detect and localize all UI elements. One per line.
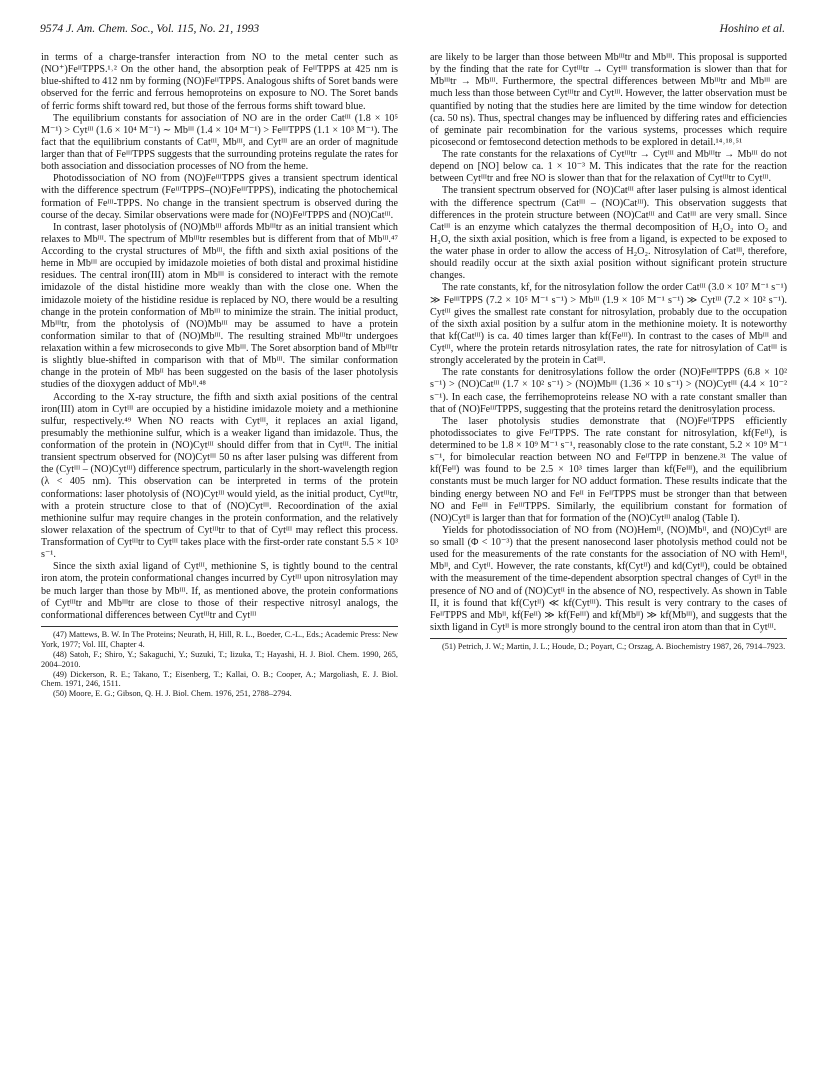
body-paragraph: The equilibrium constants for association of NO are in the order Catᴵᴵᴵ (1.8 × 10⁵ M⁻¹) > Cytᴵᴵᴵ (1.6 × 10⁴ M⁻¹) ∼ Mbᴵᴵᴵ (1.4 × 10⁴ M⁻¹) > FeᴵᴵᴵTPPS (1.1 × 10³ M⁻¹). The fact that the equilibrium constants of Catᴵᴵᴵ, Mbᴵᴵᴵ, and Cytᴵᴵᴵ are an order of magnitude larger than that of FeᴵᴵᴵTPPS suggests that the surrounding proteins regulate the rates for both association and dissociation processes of NO from the heme. (41, 112, 398, 173)
footnote: (48) Satoh, F.; Shiro, Y.; Sakaguchi, Y.; Suzuki, T.; Iizuka, T.; Hayashi, H. J. Biol. Chem. 1990, 265, 2004–2010. (41, 649, 398, 669)
body-paragraph: The rate constants for the relaxations of Cytᴵᴵᴵtr → Cytᴵᴵᴵ and Mbᴵᴵᴵtr → Mbᴵᴵᴵ do not depend on [NO] below ca. 1 × 10⁻³ M. This indicates that the rate for the reaction between Cytᴵᴵᴵtr and free NO is slower than that for the relaxation of Cytᴵᴵᴵtr to Cytᴵᴵᴵ. (430, 149, 787, 185)
body-paragraph: The rate constants, kf, for the nitrosylation follow the order Catᴵᴵᴵ (3.0 × 10⁷ M⁻¹ s⁻¹) ≫ FeᴵᴵᴵTPPS (7.2 × 10⁵ M⁻¹ s⁻¹) > Mbᴵᴵᴵ (1.9 × 10⁵ M⁻¹ s⁻¹) ≫ Cytᴵᴵᴵ (7.2 × 10² s⁻¹). Cytᴵᴵᴵ gives the smallest rate constant for nitrosylation, probably due to the occupation of the sixth axial position by a sulfur atom in the methionine moiety. It is noteworthy that kf(Catᴵᴵᴵ) is ca. 40 times larger than kf(Feᴵᴵᴵ). In contrast to the cases of Mbᴵᴵᴵ and Cytᴵᴵᴵ, where the protein retards nitrosylation rates, the rate for nitrosylation of Catᴵᴵᴵ is strongly accelerated by the protein in Catᴵᴵᴵ. (430, 282, 787, 367)
footnote: (50) Moore, E. G.; Gibson, Q. H. J. Biol. Chem. 1976, 251, 2788–2794. (53, 689, 292, 699)
journal-citation: 9574 J. Am. Chem. Soc., Vol. 115, No. 21, 1993 (40, 22, 260, 35)
body-paragraph: Yields for photodissociation of NO from (NO)Hemᴵᴵ, (NO)Mbᴵᴵ, and (NO)Cytᴵᴵ are so small (Φ < 10⁻³) that the present nanosecond laser photolysis method could not be used for the measurements of the rate constants for the association of NO with Hemᴵᴵ, Mbᴵᴵ, and Cytᴵᴵ. However, the rate constants, kf(Cytᴵᴵ) and kd(Cytᴵᴵ), could be obtained with the measurement of the time-dependent absorption spectral changes of Cytᴵᴵ in the presence of NO and of (NO)Cytᴵᴵ in the absence of NO, respectively. As shown in Table II, it is found that kf(Cytᴵᴵ) ≪ kf(Cytᴵᴵᴵ). This result is very contrary to the cases of FeᴵᴵTPPS and Mbᴵᴵ, kf(Feᴵᴵ) ≫ kf(Feᴵᴵᴵ) and kf(Mbᴵᴵ) ≫ kf(Mbᴵᴵᴵ), and suggests that the sixth ligand in Cytᴵᴵ is more strongly bound to the central iron atom than that in Cytᴵᴵᴵ. (430, 524, 787, 633)
body-paragraph: In contrast, laser photolysis of (NO)Mbᴵᴵᴵ affords Mbᴵᴵᴵtr as an initial transient which relaxes to Mbᴵᴵᴵ. The spectrum of Mbᴵᴵᴵtr resembles but is different from that of Mbᴵᴵᴵ.⁴⁷ According to the crystal structures of Mbᴵᴵᴵ, the fifth and sixth axial positions of the heme in Mbᴵᴵᴵ are occupied by imidazole moieties of both distal and proximal histidine residues. The central iron(III) atom in Mbᴵᴵᴵ is considered to interact with the remote imidazole of the distal histidine more weakly than with the close one. When the imidazole moiety of the histidine residue is replaced by NO, there would be a resulting change in the protein conformation of Mbᴵᴵᴵ to minimize the strain. The initial product, Mbᴵᴵᴵtr, from the photolysis of (NO)Mbᴵᴵᴵ may be assumed to have a protein conformation similar to that of (NO)Mbᴵᴵᴵ. The resulting strained Mbᴵᴵᴵtr undergoes relaxation within a few microseconds to give Mbᴵᴵᴵ. The Soret absorption band of Mbᴵᴵᴵtr is slightly blue-shifted in comparison with that of Mbᴵᴵᴵ. The similar conformation change in the protein of Mbᴵᴵ has been suggested on the basis of the laser photolysis studies of the dioxygen adduct of Mbᴵᴵ.⁴⁸ (41, 221, 398, 391)
left-column (41, 52, 398, 699)
body-paragraph: The rate constants for denitrosylations follow the order (NO)FeᴵᴵᴵTPPS (6.8 × 10² s⁻¹) > (NO)Catᴵᴵᴵ (1.7 × 10² s⁻¹) > (NO)Mbᴵᴵᴵ (1.36 × 10 s⁻¹) > (NO)Cytᴵᴵᴵ (4.4 × 10⁻² s⁻¹). In each case, the ferrihemoproteins release NO with a rate constant smaller than that of (NO)FeᴵᴵᴵTPPS, suggesting that the proteins retard the denitrosylation process. (430, 367, 787, 415)
right-column (430, 52, 787, 652)
body-paragraph: Photodissociation of NO from (NO)FeᴵᴵᴵTPPS gives a transient spectrum identical with the difference spectrum (FeᴵᴵᴵTPPS–(NO)FeᴵᴵᴵTPPS), indicating the photochemical formation of Feᴵᴵᴵ-TPPS. No change in the transient spectrum is observed during the course of the decay. Similar observations were made for (NO)FeᴵᴵTPPS and (NO)Catᴵᴵᴵ. (41, 173, 398, 221)
body-paragraph: According to the X-ray structure, the fifth and sixth axial positions of the central iron(III) atom in Cytᴵᴵᴵ are occupied by a histidine imidazole moiety and a methionine sulfur, respectively.⁴⁹ When NO reacts with Cytᴵᴵᴵ, it replaces an axial ligand, presumably the methionine sulfur, which is a weaker ligand than imidazole. Thus, the conformation of the protein in (NO)Cytᴵᴵᴵ should differ from that in Cytᴵᴵᴵ. The initial transient spectrum observed for (NO)Cytᴵᴵᴵ 50 ns after laser pulsing was different from the (Cytᴵᴵᴵ – (NO)Cytᴵᴵᴵ) difference spectrum, particularly in the short-wavelength region (λ < 405 nm). This observation can be interpreted in terms of the protein conformations: laser photolysis of (NO)Cytᴵᴵᴵ would yield, as the initial product, Cytᴵᴵᴵtr, with a protein structure close to that of (NO)Cytᴵᴵᴵ. Recoordination of the axial methionine sulfur may require changes in the protein conformation, and the relatively slower relaxation of the spectrum of Cytᴵᴵᴵtr to that of Cytᴵᴵᴵ may reflect this process. Transformation of Cytᴵᴵᴵtr to Cytᴵᴵᴵ takes place with the first-order rate constant 5.5 × 10³ s⁻¹. (41, 391, 398, 561)
body-paragraph: in terms of a charge-transfer interaction from NO to the metal center such as (NO⁺)FeᴵᴵTPPS.¹˒² On the other hand, the absorption peak of FeᴵᴵTPPS at 425 nm is blue-shifted to 412 nm by forming (NO)FeᴵᴵTPPS. Analogous shifts of Soret bands were observed for the ferric and ferrous hemoproteins on exposure to NO. The Soret bands of ferric forms shift toward red, but those of the ferrous forms shift toward blue. (41, 52, 398, 112)
footnote: (51) Petrich, J. W.; Martin, J. L.; Houde, D.; Poyart, C.; Orszag, A. Biochemistry 1987, 26, 7914–7923. (442, 642, 786, 651)
body-paragraph: The transient spectrum observed for (NO)Catᴵᴵᴵ after laser pulsing is almost identical with the difference spectrum (Catᴵᴵᴵ – (NO)Catᴵᴵᴵ). This observation suggests that differences in the protein structure between (NO)Catᴵᴵᴵ and Catᴵᴵᴵ are very small. Since Catᴵᴵᴵ is an enzyme which catalyzes the thermal decomposition of H₂O₂ into O₂ and H₂O, the sixth axial position, which is free from a ligand, is expected to be exposed to the water phase in order to allow the access of H₂O₂. Nitrosylation of Catᴵᴵᴵ, therefore, should readily occur at the sixth axial position without significant protein structure changes. (430, 185, 787, 282)
body-paragraph: are likely to be larger than those between Mbᴵᴵᴵtr and Mbᴵᴵᴵ. This proposal is supported by the finding that the rate for Cytᴵᴵᴵtr → Cytᴵᴵᴵ transformation is slower than that for Mbᴵᴵᴵtr → Mbᴵᴵᴵ. Furthermore, the spectral differences between Mbᴵᴵᴵtr and Mbᴵᴵᴵ are much less than those between Cytᴵᴵᴵtr and Cytᴵᴵᴵ. However, the latter observation must be quantified by noting that the studies here are limited by the time window for detection (ca. 50 ns). Thus, spectral changes may be influenced by differing rates and efficiencies of geminate pair recombination for the various systems, processes which require picosecond or femtosecond detection methods to be explored in detail.¹⁴˒¹⁸˒⁵¹ (430, 52, 787, 148)
footnote-divider (430, 638, 787, 639)
footnote: (49) Dickerson, R. E.; Takano, T.; Eisenberg, T.; Kallai, O. B.; Cooper, A.; Margoliash, E. J. Biol. Chem. 1971, 246, 1511. (41, 669, 398, 689)
footnote: (47) Mattews, B. W. In The Proteins; Neurath, H, Hill, R. L., Boeder, C.-L., Eds.; Academic Press: New York, 1977; Vol. III, Chapter 4. (41, 629, 398, 649)
footnote-divider (41, 626, 398, 627)
body-paragraph: Since the sixth axial ligand of Cytᴵᴵᴵ, methionine S, is tightly bound to the central iron atom, the protein conformational changes incurred by Cytᴵᴵᴵ upon nitrosylation may be much larger than those by Mbᴵᴵᴵ. If, as mentioned above, the protein conformations of Cytᴵᴵᴵtr and Mbᴵᴵᴵtr are close to those of their respective nitrosyl analogs, the conformational differences between Cytᴵᴵᴵtr and Cytᴵᴵᴵ (41, 561, 398, 621)
running-authors: Hoshino et al. (719, 22, 785, 35)
running-header (40, 22, 785, 40)
body-paragraph: The laser photolysis studies demonstrate that (NO)FeᴵᴵTPPS efficiently photodissociates to give FeᴵᴵTPPS. The rate constant for nitrosylation, kf(Feᴵᴵ), is determined to be 1.8 × 10⁹ M⁻¹ s⁻¹, reasonably close to the rate constant, 5.2 × 10⁹ M⁻¹ s⁻¹, for bimolecular reaction between NO and FeᴵᴵTPP in benzene.³¹ The value of kf(Feᴵᴵ) was found to be 2.5 × 10³ times larger than kf(Feᴵᴵᴵ), and the equilibrium constants must be much larger for NO adduct formation. These results indicate that the binding energy between NO and Feᴵᴵ in FeᴵᴵTPPS must be stronger than that between NO and Feᴵᴵᴵ in FeᴵᴵᴵTPPS. Similarly, the equilibrium constant for formation of (NO)Cytᴵᴵ is larger than that for formation of the (NO)Cytᴵᴵᴵ analog (Table I). (430, 415, 787, 524)
